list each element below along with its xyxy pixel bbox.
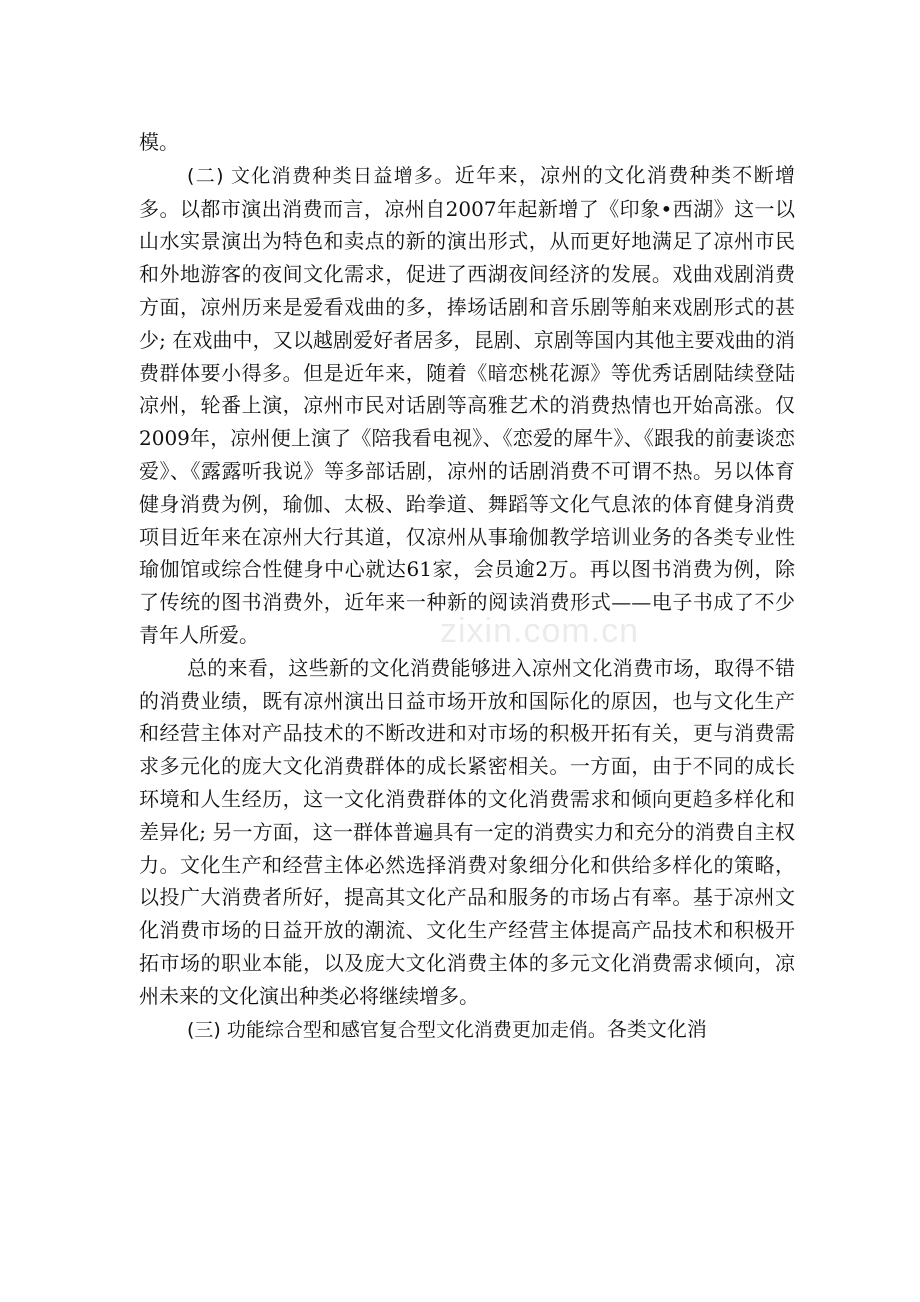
- paragraph-culture-types-body: 近年来，凉州的文化消费种类不断增多。以都市演出消费而言，凉州自2007年起新增了《印象•西湖》这一以山水实景演出为特色和卖点的新的演出形式，从而更好地满足了凉州市民和外地游客的夜间文化需求，促进了西湖夜间经济的发展。戏曲戏剧消费方面，凉州历来是爱看戏曲的多，捧场话剧和音乐剧等舶来戏剧形式的甚少; 在戏曲中，又以越剧爱好者居多，昆剧、京剧等国内其他主要戏曲的消费群体要小得多。但是近年来，随着《暗恋桃花源》等优秀话剧陆续登陆凉州，轮番上演，凉州市民对话剧等高雅艺术的消费热情也开始高涨。仅2009年，凉州便上演了《陪我看电视》、《恋爱的犀牛》、《跟我的前妻谈恋爱》、《露露听我说》等多部话剧，凉州的话剧消费不可谓不热。另以体育健身消费为例，瑜伽、太极、跆拳道、舞蹈等文化气息浓的体育健身消费项目近年来在凉州大行其道，仅凉州从事瑜伽教学培训业务的各类专业性瑜伽馆或综合性健身中心就达61家，会员逾2万。再以图书消费为例，除了传统的图书消费外，近年来一种新的阅读消费形式——电子书成了不少青年人所爱。: [139, 162, 796, 647]
- section-heading-3: (三) 功能综合型和感官复合型文化消费更加走俏。: [187, 1018, 607, 1041]
- site-watermark: zixin.com.cn: [440, 612, 640, 650]
- paragraph-functional: [139, 1013, 795, 1047]
- paragraph-continuation: 模。: [139, 130, 179, 154]
- document-body: [139, 126, 795, 1046]
- paragraph-summary: 总的来看，这些新的文化消费能够进入凉州文化消费市场，取得不错的消费业绩，既有凉州演出日益市场开放和国际化的原因，也与文化生产和经营主体对产品技术的不断改进和对市场的积极开拓有关，更与消费需求多元化的庞大文化消费群体的成长紧密相关。一方面，由于不同的成长环境和人生经历，这一文化消费群体的文化消费需求和倾向更趋多样化和差异化; 另一方面，这一群体普遍具有一定的消费实力和充分的消费自主权力。文化生产和经营主体必然选择消费对象细分化和供给多样化的策略，以投广大消费者所好，提高其文化产品和服务的市场占有率。基于凉州文化消费市场的日益开放的潮流、文化生产经营主体提高产品技术和积极开拓市场的职业本能，以及庞大文化消费主体的多元文化消费需求倾向，凉州未来的文化演出种类必将继续增多。: [139, 655, 795, 1008]
- paragraph-functional-body: 各类文化消: [606, 1016, 707, 1041]
- paragraph-culture-types: [139, 159, 795, 652]
- section-heading-2: (二) 文化消费种类日益增多。: [187, 164, 455, 187]
